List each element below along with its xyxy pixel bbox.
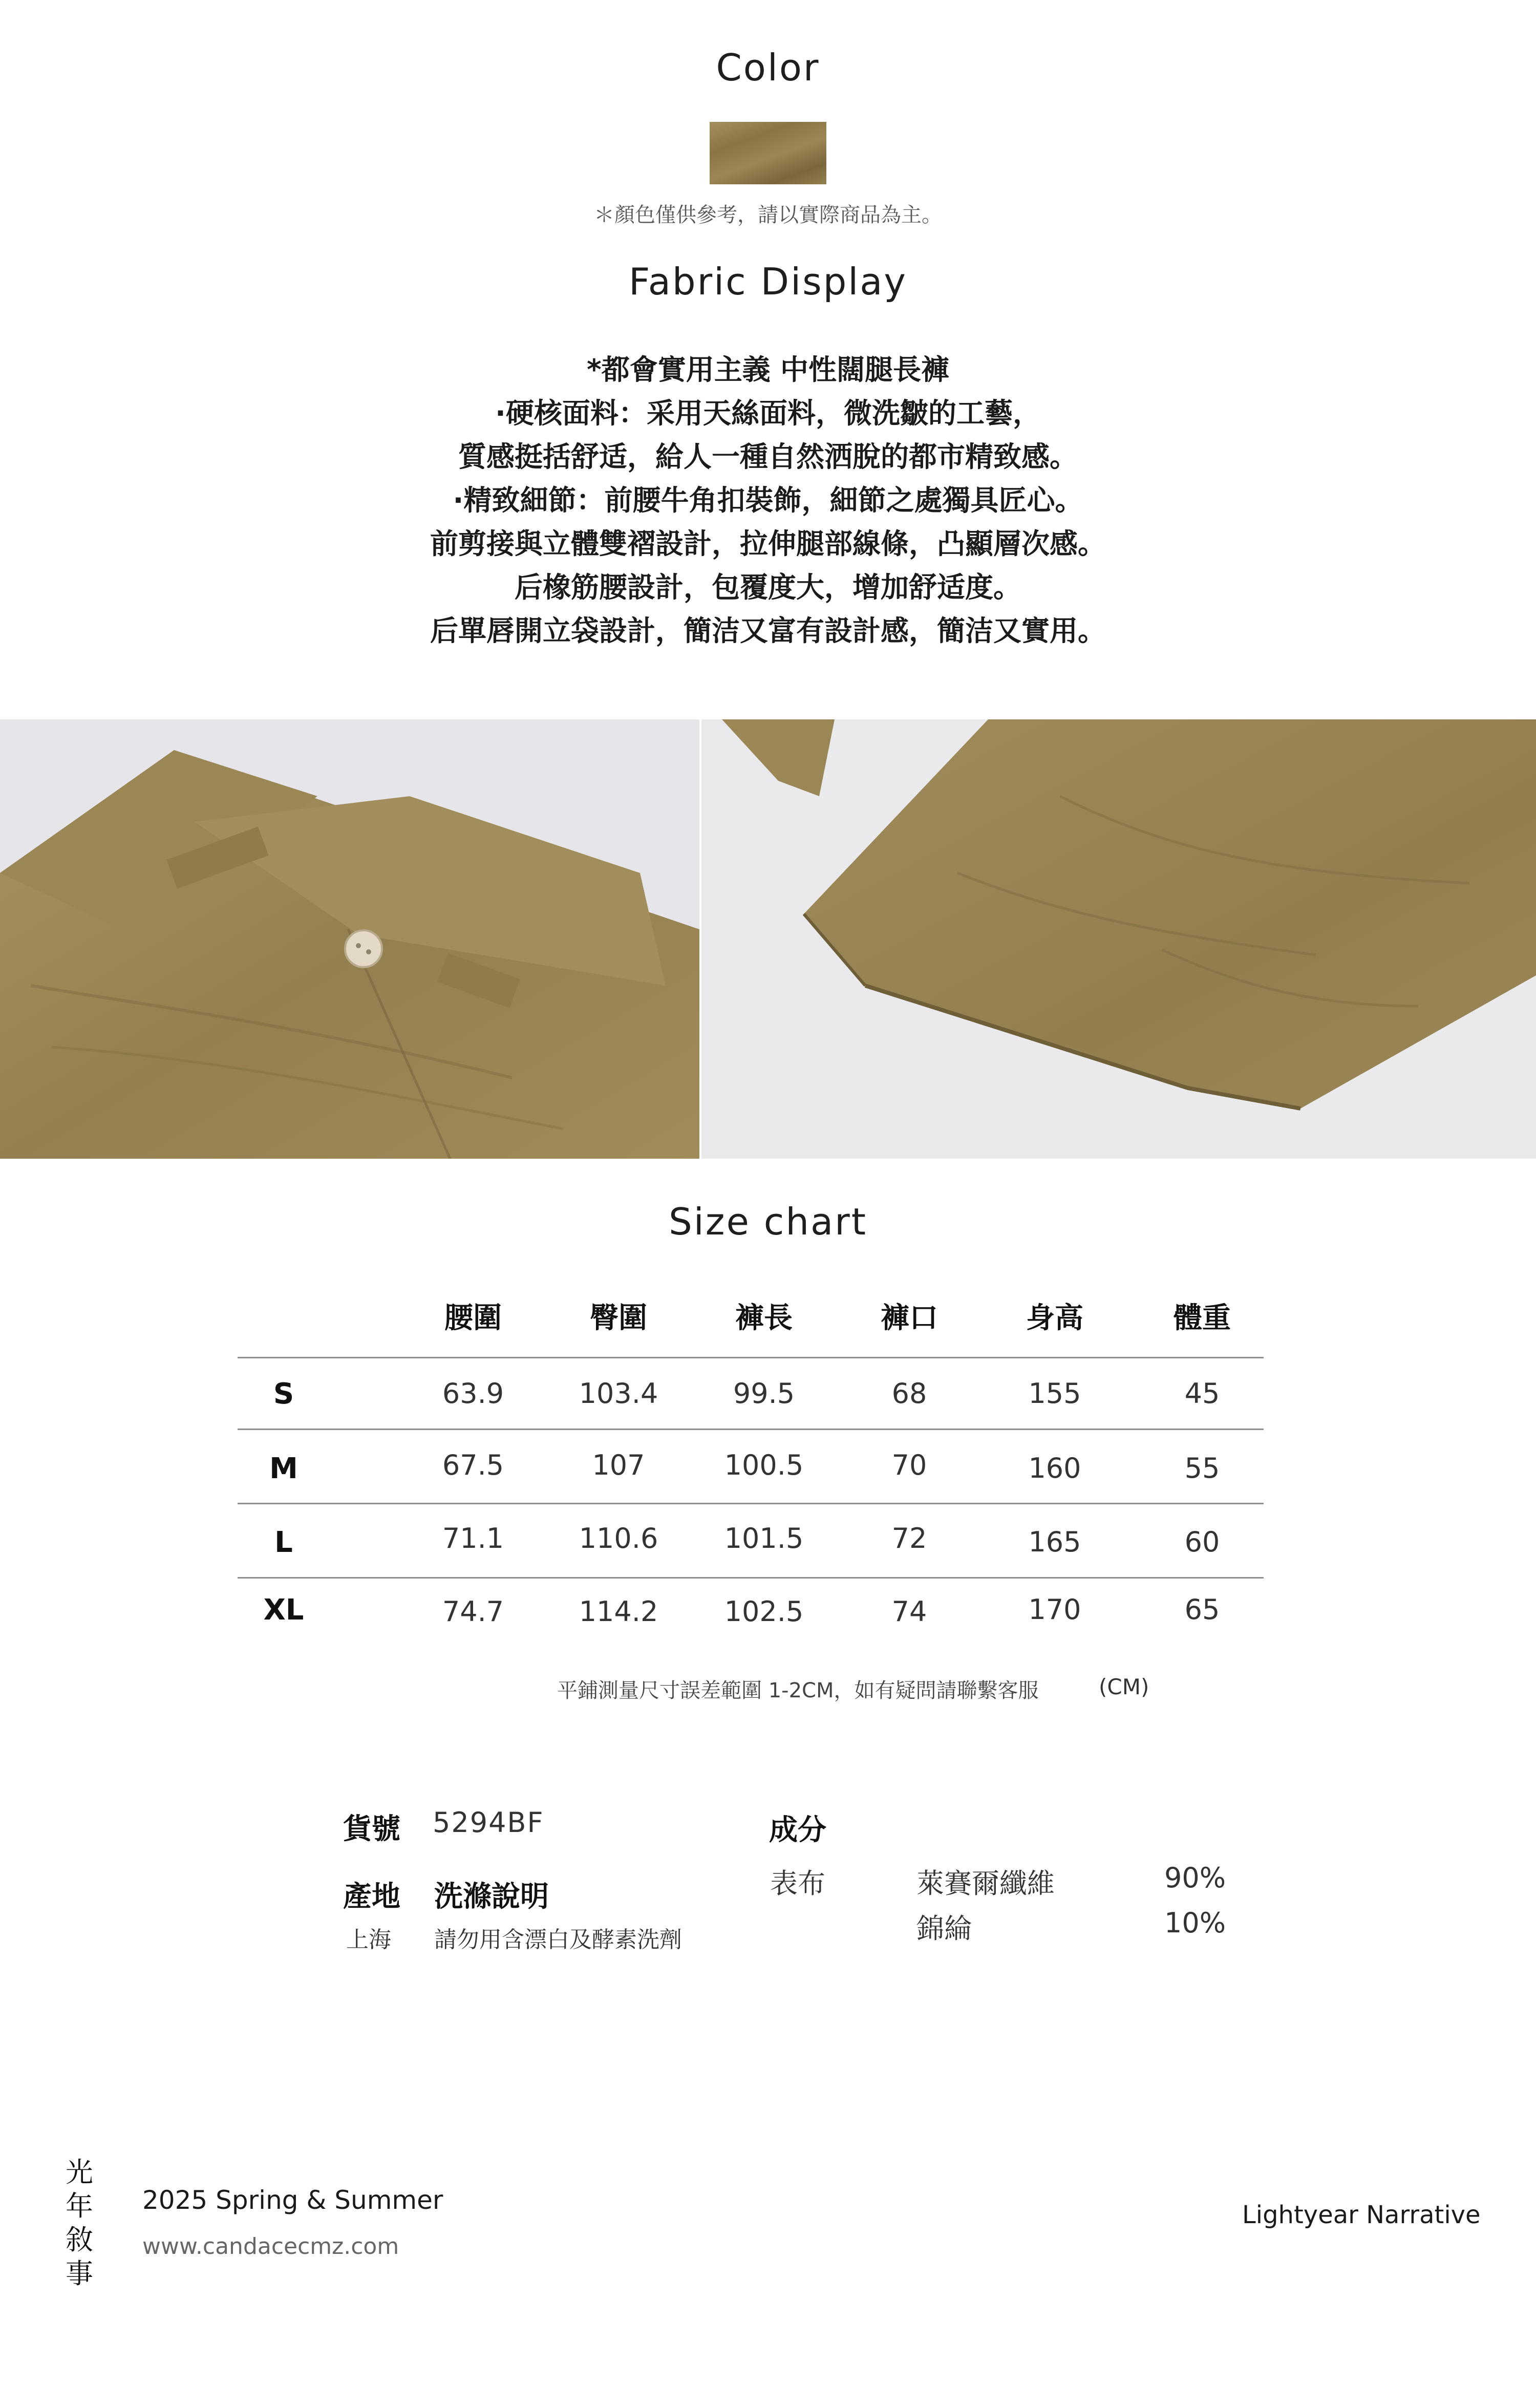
material-percent: 90% <box>1164 1862 1226 1894</box>
season-text: 2025 Spring & Summer <box>142 2185 443 2215</box>
size-note: 平鋪測量尺寸誤差範圍 1-2CM，如有疑問請聯繫客服 <box>557 1679 1039 1702</box>
desc-line: 前剪接與立體雙褶設計，拉伸腿部線條，凸顯層次感。 <box>430 527 1106 560</box>
item-no-value: 5294BF <box>433 1806 544 1839</box>
material-name: 錦綸 <box>916 1912 972 1945</box>
table-divider <box>238 1357 1264 1358</box>
table-cell: 55 <box>1184 1452 1220 1484</box>
size-unit: (CM) <box>1099 1674 1149 1699</box>
table-cell: 70 <box>891 1449 927 1481</box>
origin-label: 產地 <box>343 1880 400 1913</box>
size-label: XL <box>263 1593 304 1627</box>
size-label: S <box>273 1377 294 1411</box>
material-name: 萊賽爾纖維 <box>916 1867 1055 1900</box>
table-cell: 100.5 <box>724 1449 804 1481</box>
header-weight: 體重 <box>1174 1302 1231 1335</box>
header-hem: 褲口 <box>881 1302 938 1335</box>
brand-vertical-logo: 光 年 敘 事 <box>66 2156 93 2290</box>
size-label: M <box>269 1452 298 1485</box>
table-cell: 71.1 <box>442 1522 504 1554</box>
header-height: 身高 <box>1026 1302 1083 1335</box>
color-swatch <box>710 122 826 184</box>
brand-en: Lightyear Narrative <box>1242 2201 1481 2229</box>
table-cell: 63.9 <box>442 1377 504 1410</box>
desc-line: ·硬核面料：采用天絲面料，微洗皺的工藝， <box>495 397 1041 430</box>
fabric-title: Fabric Display <box>628 260 908 303</box>
table-cell: 60 <box>1184 1526 1220 1558</box>
color-title: Color <box>716 46 820 89</box>
table-divider <box>238 1503 1264 1504</box>
item-no-label: 貨號 <box>343 1813 400 1846</box>
color-note: ＊顏色僅供參考，請以實際商品為主。 <box>594 203 942 227</box>
table-cell: 67.5 <box>442 1449 504 1481</box>
table-cell: 107 <box>592 1449 645 1481</box>
composition-part: 表布 <box>770 1867 825 1900</box>
table-cell: 102.5 <box>724 1595 804 1628</box>
table-cell: 165 <box>1028 1526 1081 1558</box>
table-cell: 160 <box>1028 1452 1081 1484</box>
fabric-description <box>0 348 1536 653</box>
table-cell: 103.4 <box>579 1377 658 1410</box>
table-cell: 155 <box>1028 1377 1081 1410</box>
table-cell: 45 <box>1184 1377 1220 1410</box>
material-percent: 10% <box>1164 1907 1226 1939</box>
table-cell: 72 <box>891 1522 927 1554</box>
waistband-photo <box>0 719 699 1159</box>
desc-line: 質感挺括舒适，給人一種自然洒脫的都市精致感。 <box>458 440 1078 473</box>
header-hip: 臀圍 <box>590 1302 647 1335</box>
desc-line: 后橡筋腰設計，包覆度大，增加舒适度。 <box>514 571 1021 604</box>
table-divider <box>238 1429 1264 1430</box>
table-cell: 114.2 <box>579 1595 658 1628</box>
desc-line: *都會實用主義 中性闊腿長褲 <box>587 353 949 386</box>
origin-value: 上海 <box>346 1927 391 1953</box>
table-cell: 110.6 <box>579 1522 658 1554</box>
wash-value: 請勿用含漂白及酵素洗劑 <box>434 1927 682 1953</box>
table-cell: 65 <box>1184 1593 1220 1626</box>
composition-label: 成分 <box>769 1814 826 1847</box>
size-chart-title: Size chart <box>669 1200 867 1243</box>
table-cell: 68 <box>891 1377 927 1410</box>
desc-line: 后單唇開立袋設計，簡洁又富有設計感，簡洁又實用。 <box>430 614 1106 647</box>
hem-photo <box>701 719 1536 1159</box>
table-cell: 74 <box>891 1595 927 1628</box>
website-link[interactable]: www.candacecmz.com <box>142 2233 399 2260</box>
table-cell: 101.5 <box>724 1522 804 1554</box>
header-length: 褲長 <box>735 1302 793 1335</box>
table-cell: 99.5 <box>733 1377 795 1410</box>
size-label: L <box>274 1526 293 1559</box>
header-waist: 腰圍 <box>444 1302 502 1335</box>
table-cell: 74.7 <box>442 1595 504 1628</box>
table-divider <box>238 1577 1264 1579</box>
desc-line: ·精致細節：前腰牛角扣裝飾，細節之處獨具匠心。 <box>453 484 1083 517</box>
table-cell: 170 <box>1028 1593 1081 1626</box>
wash-label: 洗滌說明 <box>434 1880 549 1913</box>
